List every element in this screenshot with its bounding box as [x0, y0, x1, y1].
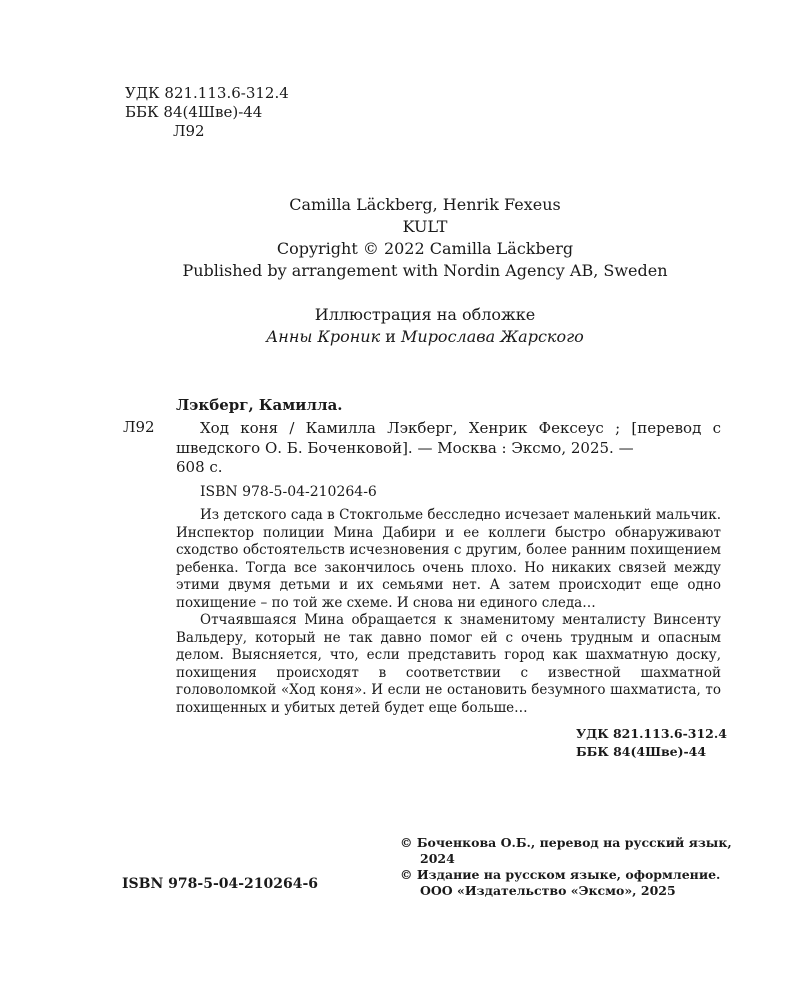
annotation-udk: УДК 821.113.6-312.4 [576, 726, 727, 741]
illustration-artists [0, 326, 800, 348]
copyright-block [400, 835, 740, 899]
translation-year: 2024 [420, 851, 455, 866]
catalog-description: Ход коня / Камилла Лэкберг, Хенрик Фексеус ; [перевод с шведского О. Б. Боченковой]. — Москва : Эксмо, 2025. — [176, 419, 721, 457]
isbn-bottom: ISBN 978-5-04-210264-6 [122, 876, 319, 892]
annotation-paragraph-2: Отчаявшаяся Мина обращается к знаменитому менталисту Винсенту Вальдеру, который не так давно помог ей с очень трудным и опасным делом. Выясняется, что, если представить город как шахматную доску, похищения происходят в соответствии с известной шахматной головоломкой «Ход коня». И если не остановить безумного шахматиста, то похищенных и убитых детей будет еще больше… [176, 612, 721, 716]
bbk-code: ББК 84(4Шве)-44 [125, 103, 263, 121]
catalog-mark: Л92 [123, 418, 155, 436]
publisher-copyright: ООО «Издательство «Эксмо», 2025 [420, 883, 676, 898]
illustration-credit [0, 304, 800, 348]
catalog-isbn: ISBN 978-5-04-210264-6 [200, 484, 377, 500]
annotation [176, 507, 721, 717]
illustration-label: Иллюстрация на обложке [314, 305, 536, 324]
annotation-codes [576, 725, 727, 761]
copyright-line: Copyright © 2022 Camilla Läckberg [276, 239, 574, 258]
artist-2: Мирослава Жарского [401, 327, 584, 346]
annotation-paragraph-1: Из детского сада в Стокгольме бесследно исчезает маленький мальчик. Инспектор полиции Мина Дабири и ее коллеги быстро обнаруживают сходство обстоятельств исчезновения с другим, более ранним похищением ребенка. Тогда все закончилось очень плохо. Но никаких связей между этими двумя детьми и их семьями нет. А затем происходит еще одно похищение – по той же схеме. И снова ни единого следа… [176, 507, 721, 611]
publisher-note: Published by arrangement with Nordin Agency AB, Sweden [182, 261, 668, 280]
classification-codes [125, 84, 289, 141]
annotation-bbk: ББК 84(4Шве)-44 [576, 744, 707, 759]
author-mark: Л92 [173, 122, 205, 140]
catalog-author: Лэкберг, Камилла. [176, 396, 343, 414]
artists-and: и [385, 327, 396, 346]
catalog-extent: 608 с. [176, 458, 223, 476]
original-credits [0, 194, 800, 282]
udk-code: УДК 821.113.6-312.4 [125, 84, 289, 102]
edition-copyright: © Издание на русском языке, оформление. [400, 867, 721, 882]
original-title: KULT [402, 217, 448, 236]
translation-copyright: © Боченкова О.Б., перевод на русский язык, [400, 835, 732, 850]
artist-1: Анны Кроник [266, 327, 381, 346]
original-authors: Camilla Läckberg, Henrik Fexeus [289, 195, 561, 214]
